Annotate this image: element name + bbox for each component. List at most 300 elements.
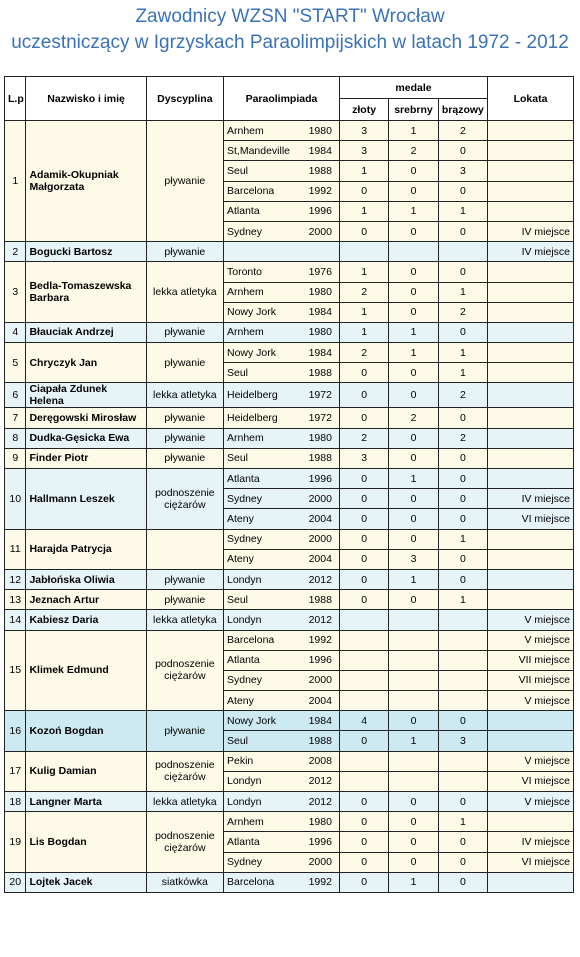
document-title (0, 4, 580, 56)
games-year: 2000 (308, 225, 332, 238)
games-year: 1984 (308, 346, 332, 359)
athlete-discipline: podnoszenie ciężarów (146, 630, 223, 711)
placement (488, 408, 574, 428)
games-cell (223, 610, 339, 630)
silver-count (389, 242, 438, 262)
bronze-count: 0 (438, 221, 487, 241)
athlete-discipline: podnoszenie ciężarów (146, 751, 223, 791)
silver-count: 0 (389, 282, 438, 302)
placement (488, 872, 574, 892)
bronze-count: 0 (438, 832, 487, 852)
athlete-name: Bogucki Bartosz (26, 242, 146, 262)
row-number: 20 (5, 872, 26, 892)
row-number: 12 (5, 569, 26, 589)
table-row (5, 408, 574, 428)
games-year: 1992 (308, 634, 332, 647)
athlete-name: Hallmann Leszek (26, 469, 146, 530)
table-row (5, 242, 574, 262)
silver-count: 0 (389, 383, 438, 408)
placement: VI miejsce (488, 852, 574, 872)
table-row (5, 322, 574, 342)
row-number: 6 (5, 383, 26, 408)
bronze-count: 0 (438, 408, 487, 428)
games-city: Seul (226, 366, 248, 379)
title-line-1: Zawodnicy WZSN "START" Wrocław (135, 6, 445, 27)
bronze-count: 0 (438, 262, 487, 282)
athlete-discipline: pływanie (146, 590, 223, 610)
games-cell (223, 262, 339, 282)
athlete-discipline: lekka atletyka (146, 383, 223, 408)
row-number: 10 (5, 469, 26, 530)
bronze-count: 0 (438, 549, 487, 569)
gold-count: 0 (339, 852, 388, 872)
athlete-discipline: pływanie (146, 322, 223, 342)
bronze-count: 2 (438, 302, 487, 322)
games-cell (223, 832, 339, 852)
games-cell (223, 792, 339, 812)
table-row (5, 448, 574, 468)
games-cell (223, 872, 339, 892)
games-year: 1984 (308, 714, 332, 727)
bronze-count (438, 691, 487, 711)
games-year: 1980 (308, 815, 332, 828)
games-city: Atlanta (226, 472, 260, 485)
athlete-name: Klimek Edmund (26, 630, 146, 711)
placement (488, 448, 574, 468)
games-year: 1992 (308, 185, 332, 198)
games-city: Sydney (226, 225, 263, 238)
games-city: Arnhem (226, 286, 264, 299)
row-number: 15 (5, 630, 26, 711)
placement (488, 731, 574, 751)
silver-count: 0 (389, 529, 438, 549)
games-year: 1992 (308, 876, 332, 889)
table-row (5, 428, 574, 448)
placement (488, 302, 574, 322)
gold-count: 0 (339, 509, 388, 529)
games-city: Ateny (226, 694, 254, 707)
games-cell (223, 771, 339, 791)
games-city: Arnhem (226, 432, 264, 445)
athlete-discipline: pływanie (146, 428, 223, 448)
athlete-discipline: pływanie (146, 343, 223, 383)
row-number: 4 (5, 322, 26, 342)
bronze-count: 2 (438, 121, 487, 141)
games-cell (223, 383, 339, 408)
games-year: 1988 (308, 593, 332, 606)
placement: V miejsce (488, 630, 574, 650)
row-number: 9 (5, 448, 26, 468)
games-cell (223, 529, 339, 549)
games-city: Atlanta (226, 654, 260, 667)
silver-count: 1 (389, 569, 438, 589)
athlete-discipline: podnoszenie ciężarów (146, 812, 223, 873)
games-cell (223, 691, 339, 711)
bronze-count: 0 (438, 489, 487, 509)
athletes-table (4, 76, 574, 893)
gold-count: 0 (339, 383, 388, 408)
placement (488, 711, 574, 731)
games-cell (223, 141, 339, 161)
athlete-name: Finder Piotr (26, 448, 146, 468)
bronze-count: 1 (438, 363, 487, 383)
header-lp: L.p (5, 77, 26, 121)
games-cell (223, 670, 339, 690)
table-row (5, 569, 574, 589)
games-cell (223, 161, 339, 181)
games-cell (223, 428, 339, 448)
games-year: 2000 (308, 533, 332, 546)
bronze-count: 1 (438, 282, 487, 302)
games-city: Barcelona (226, 185, 275, 198)
games-city: Arnhem (226, 124, 264, 137)
bronze-count: 1 (438, 812, 487, 832)
placement: V miejsce (488, 792, 574, 812)
athlete-discipline: podnoszenie ciężarów (146, 469, 223, 530)
games-cell (223, 201, 339, 221)
title-line-2: uczestniczący w Igrzyskach Paraolimpijskich w latach 1972 - 2012 (11, 32, 569, 53)
row-number: 8 (5, 428, 26, 448)
gold-count: 1 (339, 322, 388, 342)
games-city: Heidelberg (226, 412, 278, 425)
games-cell (223, 181, 339, 201)
silver-count: 1 (389, 322, 438, 342)
placement (488, 549, 574, 569)
athlete-name: Dudka-Gęsicka Ewa (26, 428, 146, 448)
games-city: Ateny (226, 553, 254, 566)
games-cell (223, 650, 339, 670)
athlete-discipline: pływanie (146, 569, 223, 589)
gold-count (339, 691, 388, 711)
athlete-name: Chryczyk Jan (26, 343, 146, 383)
athlete-name: Langner Marta (26, 792, 146, 812)
games-cell (223, 812, 339, 832)
athlete-name: Deręgowski Mirosław (26, 408, 146, 428)
athlete-discipline: pływanie (146, 408, 223, 428)
silver-count: 0 (389, 590, 438, 610)
placement: VI miejsce (488, 509, 574, 529)
games-city: Atlanta (226, 205, 260, 218)
placement: IV miejsce (488, 221, 574, 241)
games-city: Sydney (226, 533, 263, 546)
athlete-name: Kozoń Bogdan (26, 711, 146, 751)
athlete-discipline: pływanie (146, 711, 223, 751)
athlete-name: Harajda Patrycja (26, 529, 146, 569)
row-number: 13 (5, 590, 26, 610)
bronze-count: 0 (438, 181, 487, 201)
games-city: Seul (226, 164, 248, 177)
bronze-count: 0 (438, 872, 487, 892)
gold-count (339, 771, 388, 791)
row-number: 17 (5, 751, 26, 791)
gold-count: 0 (339, 363, 388, 383)
games-year: 1972 (308, 389, 332, 402)
athlete-name: Adamik-Okupniak Małgorzata (26, 121, 146, 242)
silver-count: 0 (389, 812, 438, 832)
games-city: Pekin (226, 755, 254, 768)
games-city: Barcelona (226, 634, 275, 647)
gold-count: 0 (339, 221, 388, 241)
silver-count: 0 (389, 181, 438, 201)
table-row (5, 121, 574, 141)
bronze-count (438, 242, 487, 262)
games-cell (223, 751, 339, 771)
games-year: 1996 (308, 835, 332, 848)
games-cell (223, 711, 339, 731)
games-cell (223, 590, 339, 610)
silver-count: 3 (389, 549, 438, 569)
gold-count: 2 (339, 428, 388, 448)
athlete-discipline (146, 529, 223, 569)
bronze-count (438, 771, 487, 791)
silver-count: 1 (389, 731, 438, 751)
silver-count: 0 (389, 852, 438, 872)
placement (488, 262, 574, 282)
games-cell (223, 469, 339, 489)
row-number: 1 (5, 121, 26, 242)
placement (488, 812, 574, 832)
gold-count (339, 242, 388, 262)
placement (488, 469, 574, 489)
row-number: 16 (5, 711, 26, 751)
silver-count: 1 (389, 469, 438, 489)
placement: V miejsce (488, 691, 574, 711)
table-row (5, 529, 574, 549)
games-year: 1976 (308, 265, 332, 278)
table-row (5, 610, 574, 630)
gold-count: 0 (339, 408, 388, 428)
placement (488, 428, 574, 448)
games-year: 1988 (308, 366, 332, 379)
games-year: 2012 (308, 775, 332, 788)
games-year: 1996 (308, 472, 332, 485)
gold-count: 1 (339, 262, 388, 282)
placement (488, 201, 574, 221)
row-number: 2 (5, 242, 26, 262)
gold-count: 0 (339, 590, 388, 610)
athlete-name: Kulig Damian (26, 751, 146, 791)
header-silver: srebrny (389, 99, 438, 121)
gold-count: 3 (339, 448, 388, 468)
gold-count: 1 (339, 302, 388, 322)
row-number: 19 (5, 812, 26, 873)
athlete-name: Błauciak Andrzej (26, 322, 146, 342)
games-city: Seul (226, 593, 248, 606)
table-row (5, 812, 574, 832)
gold-count: 0 (339, 181, 388, 201)
games-year: 1980 (308, 432, 332, 445)
bronze-count: 1 (438, 343, 487, 363)
silver-count (389, 610, 438, 630)
bronze-count: 1 (438, 201, 487, 221)
bronze-count: 0 (438, 448, 487, 468)
athlete-name: Ciapała Zdunek Helena (26, 383, 146, 408)
games-city: St,Mandeville (226, 144, 291, 157)
bronze-count: 0 (438, 711, 487, 731)
games-cell (223, 448, 339, 468)
games-year: 2000 (308, 856, 332, 869)
games-cell (223, 408, 339, 428)
silver-count: 0 (389, 262, 438, 282)
games-cell (223, 282, 339, 302)
placement: VII miejsce (488, 670, 574, 690)
gold-count: 4 (339, 711, 388, 731)
games-year: 2004 (308, 694, 332, 707)
header-gold: złoty (339, 99, 388, 121)
placement (488, 141, 574, 161)
athlete-name: Jeznach Artur (26, 590, 146, 610)
games-city: Sydney (226, 856, 263, 869)
placement (488, 343, 574, 363)
athlete-name: Kabiesz Daria (26, 610, 146, 630)
silver-count: 0 (389, 489, 438, 509)
row-number: 14 (5, 610, 26, 630)
games-cell (223, 322, 339, 342)
games-year: 2004 (308, 553, 332, 566)
games-year: 1996 (308, 654, 332, 667)
bronze-count: 0 (438, 852, 487, 872)
games-year: 2004 (308, 512, 332, 525)
silver-count: 0 (389, 363, 438, 383)
silver-count: 0 (389, 792, 438, 812)
table-row (5, 630, 574, 650)
games-cell (223, 852, 339, 872)
games-year: 1984 (308, 306, 332, 319)
athlete-discipline: lekka atletyka (146, 792, 223, 812)
games-city: Sydney (226, 492, 263, 505)
athlete-discipline: pływanie (146, 242, 223, 262)
gold-count: 1 (339, 201, 388, 221)
placement: VII miejsce (488, 650, 574, 670)
table-row (5, 469, 574, 489)
placement: IV miejsce (488, 242, 574, 262)
silver-count: 0 (389, 161, 438, 181)
athlete-discipline: pływanie (146, 121, 223, 242)
bronze-count: 2 (438, 428, 487, 448)
gold-count: 0 (339, 529, 388, 549)
gold-count: 0 (339, 489, 388, 509)
silver-count: 0 (389, 509, 438, 529)
games-city: Londyn (226, 795, 262, 808)
table-row (5, 792, 574, 812)
games-city: Londyn (226, 775, 262, 788)
games-cell (223, 569, 339, 589)
table-row (5, 590, 574, 610)
games-cell (223, 489, 339, 509)
athletes-table-body (5, 121, 574, 893)
gold-count: 0 (339, 549, 388, 569)
bronze-count: 0 (438, 141, 487, 161)
games-city: Atlanta (226, 835, 260, 848)
games-year: 2012 (308, 795, 332, 808)
table-row (5, 262, 574, 282)
silver-count: 1 (389, 121, 438, 141)
games-year: 2000 (308, 674, 332, 687)
games-cell (223, 509, 339, 529)
silver-count: 2 (389, 408, 438, 428)
bronze-count: 0 (438, 322, 487, 342)
header-games: Paraolimpiada (223, 77, 339, 121)
games-year: 1980 (308, 326, 332, 339)
placement (488, 161, 574, 181)
gold-count (339, 610, 388, 630)
games-city: Nowy Jork (226, 306, 276, 319)
games-city: Arnhem (226, 815, 264, 828)
games-cell (223, 302, 339, 322)
games-cell (223, 242, 339, 262)
silver-count: 0 (389, 221, 438, 241)
page (0, 4, 580, 957)
games-year: 1988 (308, 164, 332, 177)
header-discipline: Dyscyplina (146, 77, 223, 121)
games-year: 2012 (308, 613, 332, 626)
silver-count (389, 751, 438, 771)
gold-count: 3 (339, 121, 388, 141)
games-city: Sydney (226, 674, 263, 687)
bronze-count: 0 (438, 469, 487, 489)
gold-count: 0 (339, 792, 388, 812)
silver-count: 1 (389, 872, 438, 892)
athlete-name: Jabłońska Oliwia (26, 569, 146, 589)
athlete-name: Bedla-Tomaszewska Barbara (26, 262, 146, 323)
table-row (5, 872, 574, 892)
gold-count: 2 (339, 282, 388, 302)
games-city: Barcelona (226, 876, 275, 889)
bronze-count: 3 (438, 161, 487, 181)
placement (488, 383, 574, 408)
silver-count (389, 630, 438, 650)
games-year: 1972 (308, 412, 332, 425)
games-city: Nowy Jork (226, 714, 276, 727)
games-cell (223, 221, 339, 241)
row-number: 18 (5, 792, 26, 812)
placement (488, 569, 574, 589)
placement (488, 590, 574, 610)
athlete-discipline: lekka atletyka (146, 262, 223, 323)
bronze-count: 0 (438, 509, 487, 529)
bronze-count (438, 630, 487, 650)
games-city: Londyn (226, 573, 262, 586)
games-cell (223, 549, 339, 569)
placement: VI miejsce (488, 771, 574, 791)
silver-count (389, 670, 438, 690)
silver-count: 2 (389, 141, 438, 161)
gold-count: 3 (339, 141, 388, 161)
silver-count: 0 (389, 428, 438, 448)
silver-count (389, 691, 438, 711)
games-city: Heidelberg (226, 389, 278, 402)
games-year: 1988 (308, 735, 332, 748)
bronze-count (438, 650, 487, 670)
row-number: 3 (5, 262, 26, 323)
table-row (5, 751, 574, 771)
gold-count: 1 (339, 161, 388, 181)
games-cell (223, 731, 339, 751)
silver-count: 1 (389, 343, 438, 363)
games-cell (223, 121, 339, 141)
silver-count: 0 (389, 448, 438, 468)
games-year: 1996 (308, 205, 332, 218)
silver-count: 0 (389, 711, 438, 731)
bronze-count: 0 (438, 792, 487, 812)
games-cell (223, 630, 339, 650)
games-year: 2012 (308, 573, 332, 586)
bronze-count: 1 (438, 590, 487, 610)
gold-count: 2 (339, 343, 388, 363)
gold-count (339, 751, 388, 771)
games-city: Arnhem (226, 326, 264, 339)
header-place: Lokata (488, 77, 574, 121)
